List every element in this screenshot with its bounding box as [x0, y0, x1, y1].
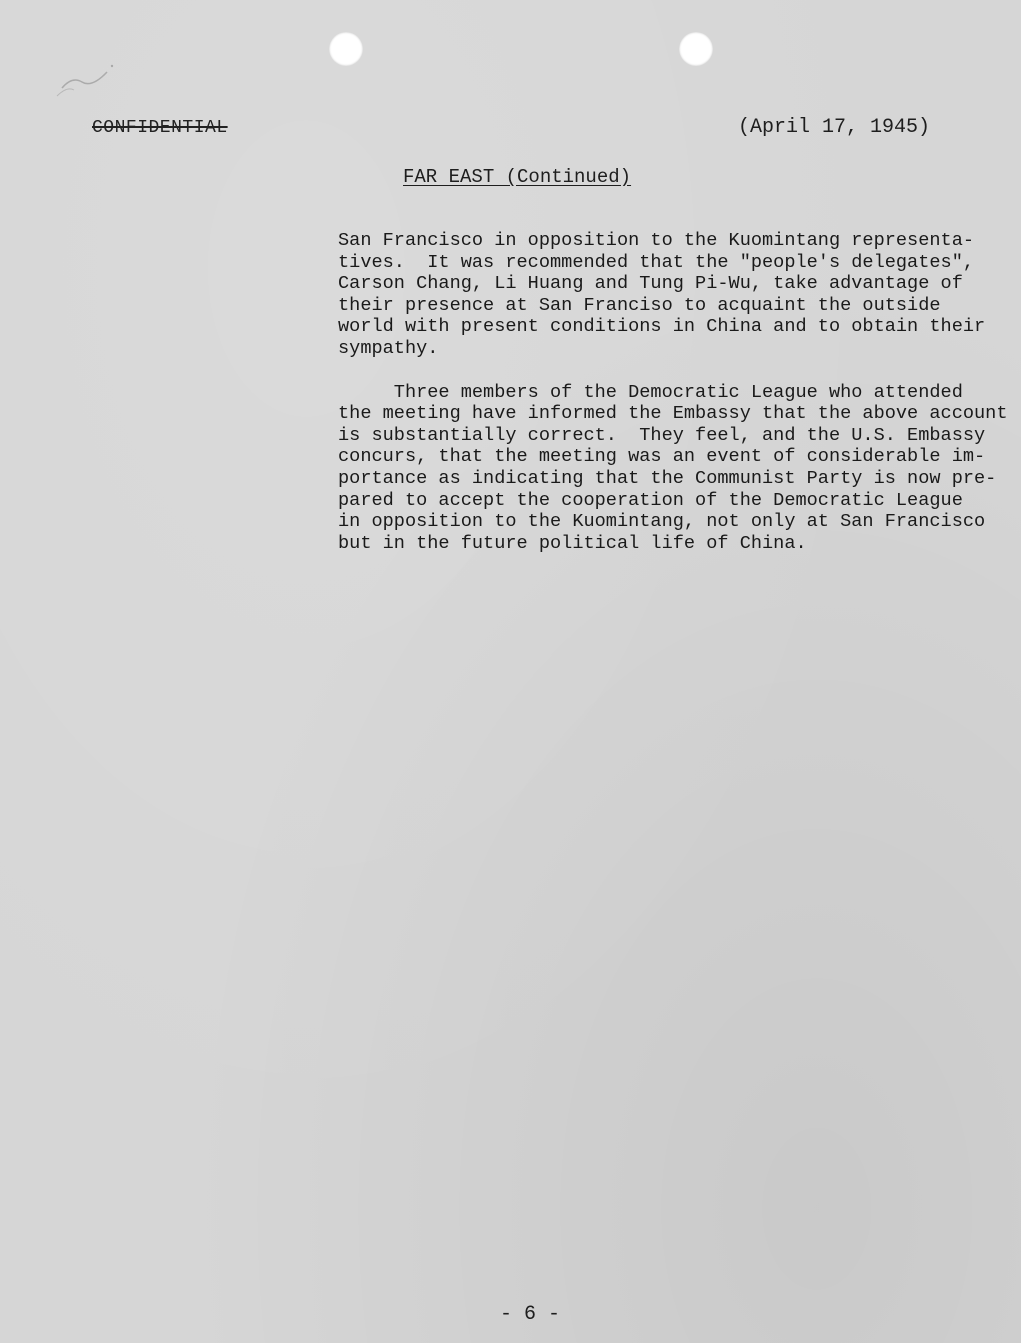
- section-heading: FAR EAST (Continued): [403, 166, 632, 188]
- text-line: their presence at San Franciso to acquaint the outside: [338, 294, 941, 316]
- text-line: is substantially correct. They feel, and the U.S. Embassy: [338, 424, 986, 446]
- paragraph-1: [338, 230, 988, 360]
- text-line: San Francisco in opposition to the Kuomintang representa-: [338, 230, 975, 251]
- text-line: the meeting have informed the Embassy that the above account: [338, 403, 1008, 425]
- body-text: [338, 230, 1008, 554]
- text-line: concurs, that the meeting was an event of considerable im-: [338, 446, 986, 468]
- page-number: - 6 -: [500, 1303, 561, 1326]
- punch-hole-left: [329, 32, 363, 66]
- text-line: pared to accept the cooperation of the Democratic League: [338, 489, 963, 511]
- text-line: Three members of the Democratic League who attended: [338, 381, 963, 403]
- text-line: but in the future political life of China.: [338, 532, 807, 554]
- text-line: portance as indicating that the Communist Party is now pre-: [338, 467, 997, 489]
- text-line: in opposition to the Kuomintang, not only at San Francisco: [338, 511, 986, 533]
- text-line: tives. It was recommended that the "people's delegates",: [338, 251, 975, 273]
- paragraph-2: [338, 381, 1008, 555]
- text-line: world with present conditions in China and to obtain their: [338, 316, 986, 338]
- document-date: (April 17, 1945): [738, 116, 931, 139]
- text-line: sympathy.: [338, 337, 439, 359]
- classification-marking: CONFIDENTIAL: [92, 118, 228, 138]
- paragraph-spacer: [338, 360, 988, 382]
- text-line: Carson Chang, Li Huang and Tung Pi-Wu, take advantage of: [338, 273, 963, 295]
- punch-hole-right: [679, 32, 713, 66]
- paper-smudge: [52, 58, 132, 98]
